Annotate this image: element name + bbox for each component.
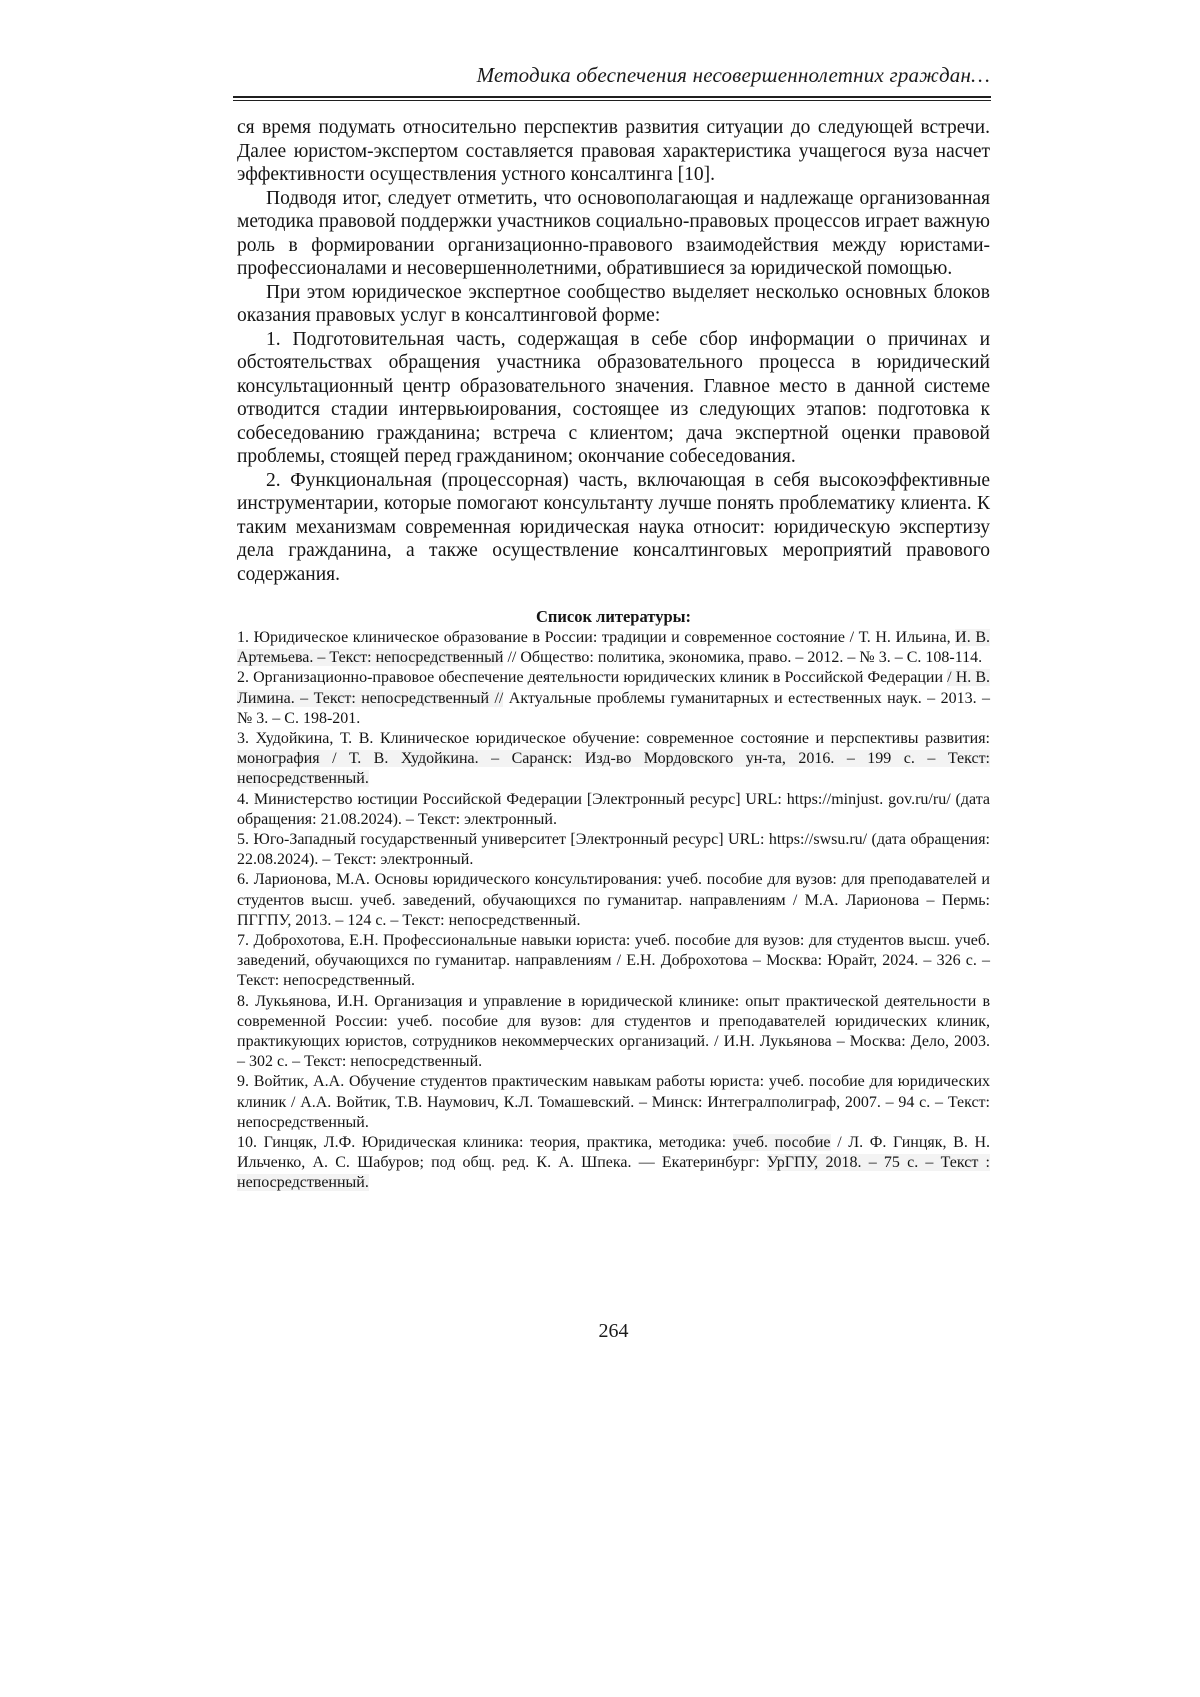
reference-text: / Л. Ф. Гинцяк, В. Н. Ильченко, А. С. Шабуров; под общ. ред. К. А. Шпека. — Екатеринбург: — [237, 1134, 991, 1172]
reference-text: 3. Худойкина, Т. В. Клиническое юридическое обучение: современное состояние и перспективы развития: — [237, 730, 990, 748]
reference-text: 4. Министерство юстиции Российской Федерации [Электронный ресурс] URL: https://minjust. gov.ru/ru/ (дата обращения: 21.08.2024). – Текст: электронный. — [237, 790, 990, 828]
reference-highlighted-text: И. В. Артемьева. – Текст: непосредственный — [237, 629, 990, 667]
reference-item — [237, 1133, 990, 1194]
reference-highlighted-text: учеб. пособие — [732, 1134, 831, 1152]
reference-item — [237, 729, 990, 790]
body-paragraph: 2. Функциональная (процессорная) часть, включающая в себя высокоэффективные инструментарии, которые помогают консультанту лучше понять проблематику клиента. К таким механизмам современная юридическая наука относит: юридическую экспертизу дела гражданина, а также осуществление консалтинговых мероприятий правового содержания. — [237, 469, 990, 585]
reference-highlighted-text: УрГПУ, 2018. – 75 с. – Текст : непосредственный. — [237, 1154, 990, 1192]
reference-item — [237, 1072, 990, 1133]
reference-text: 1. Юридическое клиническое образование в России: традиции и современное состояние / Т. Н. Ильина, — [237, 629, 956, 646]
reference-text: 2. Организационно-правовое обеспечение деятельности юридических клиник в Российской Федерации — [237, 669, 948, 687]
references-list — [237, 628, 990, 1194]
reference-text: 5. Юго-Западный государственный университет [Электронный ресурс] URL: https://swsu.ru/ (дата обращения: 22.08.2024). – Текст: электронный. — [237, 831, 990, 869]
reference-item — [237, 790, 990, 830]
reference-item — [237, 870, 990, 931]
body-paragraph: ся время подумать относительно перспектив развития ситуации до следующей встречи. Далее юристом-экспертом составляется правовая характеристика учащегося вуза насчет эффективности осуществления устного консалтинга [10]. — [237, 117, 990, 185]
references-heading: Список литературы: — [535, 607, 692, 626]
reference-highlighted-text: монография / Т. В. Худойкина. – Саранск: Изд-во Мордовского ун-та, 2016. – 199 с. – Текст: непосредственный. — [237, 750, 990, 788]
reference-item — [237, 668, 990, 729]
body-paragraph: Подводя итог, следует отметить, что основополагающая и надлежаще организованная методика правовой поддержки участников социально-правовых процессов играет важную роль в формировании организационно-правового взаимодействия между юристами-профессионалами и несовершеннолетними, обратившиеся за юридической помощью. — [237, 187, 990, 279]
reference-text: Актуальные проблемы гуманитарных и естественных наук. – 2013. – № 3. – С. 198-201. — [237, 689, 991, 727]
body-paragraph: 1. Подготовительная часть, содержащая в себе сбор информации о причинах и обстоятельствах обращения участника образовательного процесса в юридический консультационный центр образовательного значения. Главное место в данной системе отводится стадии интервьюирования, состоящее из следующих этапов: подготовка к собеседованию гражданина; встреча с клиентом; дача экспертной оценки правовой проблемы, стоящей перед гражданином; окончание собеседования. — [237, 328, 990, 467]
page-content — [237, 116, 990, 1194]
reference-text: 9. Войтик, А.А. Обучение студентов практическим навыкам работы юриста: учеб. пособие для юридических клиник / А.А. Войтик, Т.В. Наумович, К.Л. Томашевский. – Минск: Интегралполиграф, 2007. – 94 с. – Текст: непосредственный. — [237, 1073, 990, 1131]
reference-item — [237, 830, 990, 870]
reference-highlighted-text: / Н. В. Лимина. – Текст: непосредственный // — [237, 669, 991, 707]
reference-text: 6. Ларионова, М.А. Основы юридического консультирования: учеб. пособие для вузов: для преподавателей и студентов высш. учеб. заведений, обучающихся по гуманитар. направлениям / М.А. Ларионова – Пермь: ПГГПУ, 2013. – 124 с. – Текст: непосредственный. — [237, 871, 990, 929]
body-paragraph: При этом юридическое экспертное сообщество выделяет несколько основных блоков оказания правовых услуг в консалтинговой форме: — [237, 281, 990, 326]
reference-text: 7. Доброхотова, Е.Н. Профессиональные навыки юриста: учеб. пособие для вузов: для студентов высш. учеб. заведений, обучающихся по гуманитар. направлениям / Е.Н. Доброхотова – Москва: Юрайт, 2024. – 326 с. – Текст: непосредственный. — [237, 932, 990, 990]
reference-item — [237, 628, 990, 668]
reference-item — [237, 931, 990, 992]
page-number: 264 — [598, 1320, 629, 1342]
running-header: Методика обеспечения несовершеннолетних граждан… — [476, 63, 990, 87]
reference-text: // Общество: политика, экономика, право. – 2012. – № 3. – С. 108-114. — [503, 649, 983, 667]
article-body — [237, 116, 990, 586]
header-rule — [233, 96, 991, 101]
reference-text: 8. Лукьянова, И.Н. Организация и управление в юридической клинике: опыт практической деятельности в современной России: учеб. пособие для вузов: для студентов и преподавателей юридических клиник, практикующих юристов, сотрудников некоммерческих организаций. / И.Н. Лукьянова – Москва: Дело, 2003. – 302 с. – Текст: непосредственный. — [237, 992, 990, 1071]
reference-text: 10. Гинцяк, Л.Ф. Юридическая клиника: теория, практика, методика: — [237, 1134, 733, 1152]
reference-item — [237, 992, 990, 1073]
